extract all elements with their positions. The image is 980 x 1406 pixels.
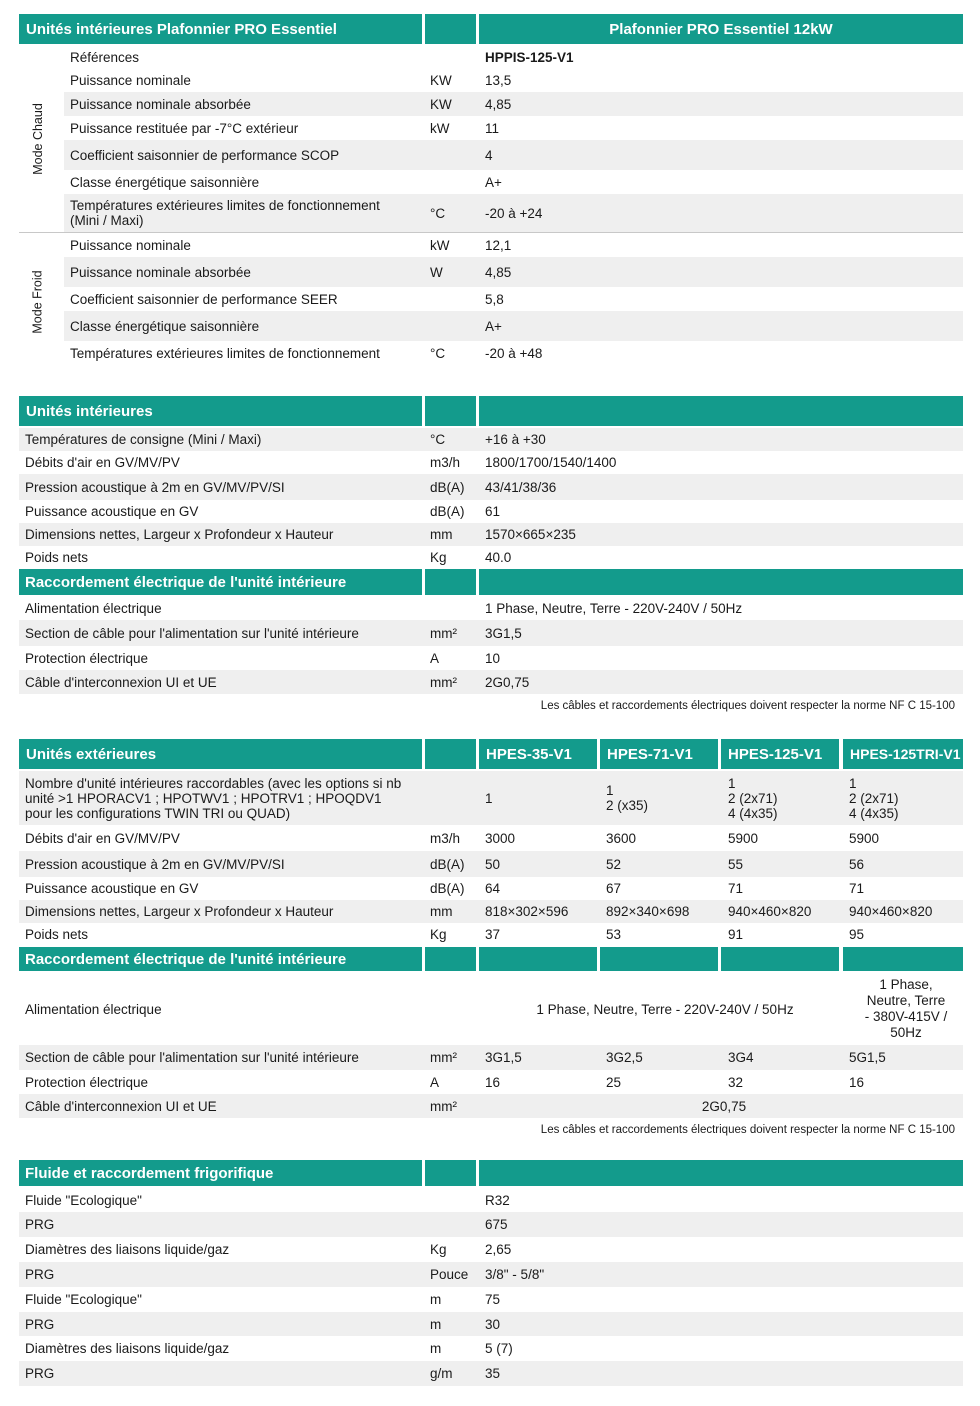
row-value-col4: 16 — [849, 1074, 865, 1090]
section-header-outdoor-electrical — [19, 947, 963, 971]
row-unit: dB(A) — [430, 479, 465, 495]
table-row — [19, 1094, 963, 1118]
row-value-col1: 1 — [485, 790, 493, 806]
row-label: Poids nets — [25, 550, 89, 565]
row-unit: kW — [430, 120, 450, 136]
table-row — [19, 1070, 963, 1094]
spec-sheet — [19, 14, 963, 1386]
row-label: Puissance acoustique en GV — [25, 504, 199, 519]
row-unit: mm² — [430, 1098, 457, 1114]
table-row — [19, 851, 963, 877]
row-label: Protection électrique — [25, 1074, 149, 1090]
row-label: Coefficient saisonnier de performance SCOP — [70, 147, 340, 163]
header-unit-column — [425, 947, 476, 971]
row-label: Poids nets — [25, 927, 89, 942]
table-row — [19, 877, 963, 900]
header-value-column — [479, 1160, 963, 1186]
row-value-col2: 3G2,5 — [606, 1050, 643, 1065]
row-label: Dimensions nettes, Largeur x Profondeur x Hauteur — [25, 904, 334, 919]
row-label: Puissance nominale absorbée — [70, 264, 251, 280]
row-value-col3: 71 — [728, 881, 744, 896]
row-unit: mm² — [430, 625, 457, 641]
header-unit-column — [425, 1160, 476, 1186]
row-value: 43/41/38/36 — [485, 479, 557, 495]
table-row — [19, 620, 963, 646]
table-row — [19, 1045, 963, 1070]
mode-chaud-block — [19, 46, 963, 232]
header-title: Unités extérieures — [19, 739, 422, 769]
header-model-3: HPES-125-V1 — [721, 739, 839, 769]
row-value-col4: 71 — [849, 881, 865, 896]
row-value-col2: 892×340×698 — [606, 904, 690, 919]
row-value: 10 — [485, 650, 501, 666]
row-value: -20 à +48 — [485, 345, 543, 361]
header-unit-column — [425, 569, 476, 595]
table-row — [19, 771, 963, 825]
row-unit: mm — [430, 904, 453, 919]
table-row — [19, 500, 963, 523]
row-value-col3: 32 — [728, 1074, 744, 1090]
row-unit: dB(A) — [430, 856, 465, 872]
header-col2 — [600, 947, 718, 971]
header-unit-column — [425, 14, 476, 44]
table-row — [64, 257, 963, 287]
mode-froid-label: Mode Froid — [31, 270, 46, 334]
row-unit: m — [430, 1292, 442, 1307]
row-label: Classe énergétique saisonnière — [70, 174, 260, 190]
row-unit: Kg — [430, 550, 447, 565]
row-value: 4 — [485, 147, 493, 163]
row-value: 61 — [485, 504, 501, 519]
table-row — [19, 900, 963, 923]
row-value: 30 — [485, 1316, 501, 1332]
table-row — [19, 523, 963, 546]
row-value-col3: 91 — [728, 927, 744, 942]
table-row — [64, 140, 963, 170]
row-value: 11 — [485, 120, 500, 136]
section-header-outdoor-units — [19, 739, 963, 769]
row-value: R32 — [485, 1192, 510, 1208]
header-title: Raccordement électrique de l'unité intérieure — [19, 569, 422, 595]
row-value-col2: 1 2 (x35) — [606, 783, 649, 813]
row-value-col1: 3000 — [485, 830, 516, 846]
table-row — [19, 1212, 963, 1237]
row-value: 75 — [485, 1292, 501, 1307]
row-value-col2: 67 — [606, 881, 622, 896]
norm-note: Les câbles et raccordements électriques doivent respecter la norme NF C 15-100 — [540, 1124, 955, 1136]
row-unit: dB(A) — [430, 881, 465, 896]
row-unit: Pouce — [430, 1267, 469, 1282]
row-value: 4,85 — [485, 96, 512, 112]
row-label: Températures extérieures limites de fonctionnement (Mini / Maxi) — [70, 198, 380, 228]
table-row — [19, 597, 963, 620]
mode-froid-block — [19, 233, 963, 365]
header-model-1: HPES-35-V1 — [479, 739, 597, 769]
row-label: Section de câble pour l'alimentation sur l'unité intérieure — [25, 625, 359, 641]
row-value-col3: 940×460×820 — [728, 904, 812, 919]
row-label: Débits d'air en GV/MV/PV — [25, 830, 180, 846]
table-row — [19, 973, 963, 1045]
row-value: A+ — [485, 174, 502, 190]
row-label: Classe énergétique saisonnière — [70, 318, 260, 334]
row-label: Puissance nominale absorbée — [70, 96, 251, 112]
table-row — [64, 92, 963, 116]
row-unit: KW — [430, 72, 452, 88]
table-row — [19, 1188, 963, 1212]
table-row — [19, 233, 963, 257]
table-row — [19, 116, 963, 140]
table-row — [19, 170, 963, 194]
row-label: Câble d'interconnexion UI et UE — [25, 674, 217, 690]
row-value-mono: 1 Phase, Neutre, Terre - 220V-240V / 50Hz — [536, 1001, 794, 1017]
table-row — [19, 670, 963, 694]
row-label: Alimentation électrique — [25, 1001, 162, 1017]
row-label: Coefficient saisonnier de performance SEER — [70, 291, 338, 307]
table-row — [19, 341, 963, 365]
row-value: 3G1,5 — [485, 625, 522, 641]
row-value: 3/8" - 5/8" — [485, 1267, 545, 1282]
row-label: Câble d'interconnexion UI et UE — [25, 1098, 217, 1114]
table-row — [64, 311, 963, 341]
section-header-indoor-units — [19, 396, 963, 426]
row-value: 5 (7) — [485, 1341, 513, 1356]
row-label: Puissance restituée par -7°C extérieur — [70, 120, 299, 136]
row-value: 1800/1700/1540/1400 — [485, 455, 617, 470]
header-value-column — [479, 569, 963, 595]
row-label: Diamètres des liaisons liquide/gaz — [25, 1341, 230, 1356]
header-value-column — [479, 396, 963, 426]
row-label: Pression acoustique à 2m en GV/MV/PV/SI — [25, 856, 285, 872]
row-value: A+ — [485, 318, 502, 334]
row-unit: A — [430, 650, 440, 666]
table-row — [19, 68, 963, 92]
row-label: Nombre d'unité intérieures raccordables (avec les options si nb unité >1 HPORACV1 ; HPOTWV1 ; HPOTRV1 ; HPOQDV1 pour les configurations TWIN TRI ou QUAD) — [25, 775, 402, 821]
row-value-tri: 1 Phase, Neutre, Terre - 380V-415V / 50Hz — [864, 977, 948, 1040]
header-title: Unités intérieures Plafonnier PRO Essentiel — [19, 14, 422, 44]
table-row — [19, 646, 963, 670]
row-unit: m — [430, 1316, 442, 1332]
row-value-col1: 818×302×596 — [485, 904, 569, 919]
table-row — [19, 1287, 963, 1312]
row-value: 12,1 — [485, 237, 512, 253]
row-value-col4: 56 — [849, 856, 865, 872]
row-value-col1: 64 — [485, 881, 501, 896]
row-label: Débits d'air en GV/MV/PV — [25, 455, 180, 470]
row-value-col2: 25 — [606, 1074, 622, 1090]
row-value: 40.0 — [485, 550, 512, 565]
row-unit: mm — [430, 527, 453, 542]
row-value: 5,8 — [485, 291, 504, 307]
row-label: Diamètres des liaisons liquide/gaz — [25, 1242, 230, 1257]
row-label: Dimensions nettes, Largeur x Profondeur x Hauteur — [25, 527, 334, 542]
row-unit: A — [430, 1074, 440, 1090]
row-unit: °C — [430, 432, 446, 447]
row-value-col4: 1 2 (2x71) 4 (4x35) — [849, 775, 899, 821]
row-value: -20 à +24 — [485, 205, 543, 221]
header-col3 — [721, 947, 839, 971]
row-label: Puissance nominale — [70, 237, 191, 253]
row-value-col1: 16 — [485, 1074, 501, 1090]
mode-chaud-label: Mode Chaud — [31, 103, 46, 175]
row-value: 4,85 — [485, 264, 512, 280]
row-label: Fluide "Ecologique" — [25, 1192, 142, 1208]
row-value: 1570×665×235 — [485, 527, 576, 542]
norm-note: Les câbles et raccordements électriques doivent respecter la norme NF C 15-100 — [540, 700, 955, 712]
row-label: Protection électrique — [25, 650, 149, 666]
table-row — [19, 287, 963, 311]
row-value-col3: 1 2 (2x71) 4 (4x35) — [728, 775, 778, 821]
header-col4 — [843, 947, 963, 971]
header-model-2: HPES-71-V1 — [600, 739, 718, 769]
row-value-col2: 52 — [606, 856, 622, 872]
row-label: PRG — [25, 1366, 55, 1381]
row-value-col4: 95 — [849, 927, 865, 942]
row-label: Section de câble pour l'alimentation sur l'unité intérieure — [25, 1050, 359, 1065]
row-value: 35 — [485, 1366, 501, 1381]
row-unit: Kg — [430, 927, 447, 942]
row-label: PRG — [25, 1217, 55, 1232]
row-value-col1: 37 — [485, 927, 501, 942]
row-value: 2G0,75 — [485, 674, 530, 690]
table-row — [19, 1336, 963, 1361]
row-value: 675 — [485, 1217, 508, 1232]
row-value: HPPIS-125-V1 — [485, 49, 574, 65]
table-row — [64, 194, 963, 232]
table-row — [19, 428, 963, 451]
row-value: +16 à +30 — [485, 432, 546, 447]
row-unit: KW — [430, 96, 452, 112]
row-label: Fluide "Ecologique" — [25, 1292, 142, 1307]
header-title: Fluide et raccordement frigorifique — [19, 1160, 422, 1186]
row-unit: m3/h — [430, 455, 461, 470]
row-value-col4: 5G1,5 — [849, 1050, 886, 1065]
row-unit: °C — [430, 345, 446, 361]
section-header-indoor-electrical — [19, 569, 963, 595]
row-value-col3: 5900 — [728, 830, 759, 846]
table-row — [19, 1361, 963, 1386]
row-value-col3: 55 — [728, 856, 744, 872]
row-unit: m — [430, 1341, 442, 1356]
header-unit-column — [425, 739, 476, 769]
header-title: Unités intérieures — [19, 396, 422, 426]
row-label: Puissance nominale — [70, 72, 191, 88]
header-model-4: HPES-125TRI-V1 — [843, 739, 963, 769]
row-unit: °C — [430, 205, 446, 221]
header-title: Raccordement électrique de l'unité intérieure — [19, 947, 422, 971]
table-row — [19, 1262, 963, 1287]
row-value-col3: 3G4 — [728, 1050, 754, 1065]
section-header-indoor-units-plafonnier — [19, 14, 963, 44]
row-value: 1 Phase, Neutre, Terre - 220V-240V / 50Hz — [485, 601, 743, 616]
row-unit: dB(A) — [430, 504, 465, 519]
row-value-col2: 3600 — [606, 830, 637, 846]
row-value-col4: 940×460×820 — [849, 904, 933, 919]
row-label: Températures de consigne (Mini / Maxi) — [25, 432, 262, 447]
row-value: 2G0,75 — [701, 1098, 747, 1114]
row-label: Pression acoustique à 2m en GV/MV/PV/SI — [25, 479, 285, 495]
row-value-col4: 5900 — [849, 830, 880, 846]
row-label: Puissance acoustique en GV — [25, 881, 199, 896]
row-value-col1: 3G1,5 — [485, 1050, 522, 1065]
row-label: PRG — [25, 1267, 55, 1282]
header-model-name: Plafonnier PRO Essentiel 12kW — [479, 14, 963, 44]
row-value-col1: 50 — [485, 856, 501, 872]
section-header-refrigerant — [19, 1160, 963, 1186]
row-unit: m3/h — [430, 830, 461, 846]
row-value: 13,5 — [485, 72, 512, 88]
table-row — [19, 46, 963, 68]
header-col1 — [479, 947, 597, 971]
row-unit: W — [430, 264, 443, 280]
header-unit-column — [425, 396, 476, 426]
row-unit: mm² — [430, 674, 457, 690]
row-unit: kW — [430, 237, 450, 253]
row-value: 2,65 — [485, 1242, 512, 1257]
table-row — [19, 1237, 963, 1262]
table-row — [19, 451, 963, 474]
row-label: Températures extérieures limites de fonctionnement — [70, 345, 380, 361]
table-row — [19, 1312, 963, 1336]
table-row — [19, 923, 963, 946]
row-label: PRG — [25, 1316, 55, 1332]
table-row — [19, 825, 963, 851]
row-unit: mm² — [430, 1050, 457, 1065]
row-label: Références — [70, 49, 140, 65]
row-unit: g/m — [430, 1366, 453, 1381]
row-unit: Kg — [430, 1242, 447, 1257]
table-row — [19, 474, 963, 500]
table-row — [19, 546, 963, 569]
row-label: Alimentation électrique — [25, 601, 162, 616]
row-value-col2: 53 — [606, 927, 622, 942]
